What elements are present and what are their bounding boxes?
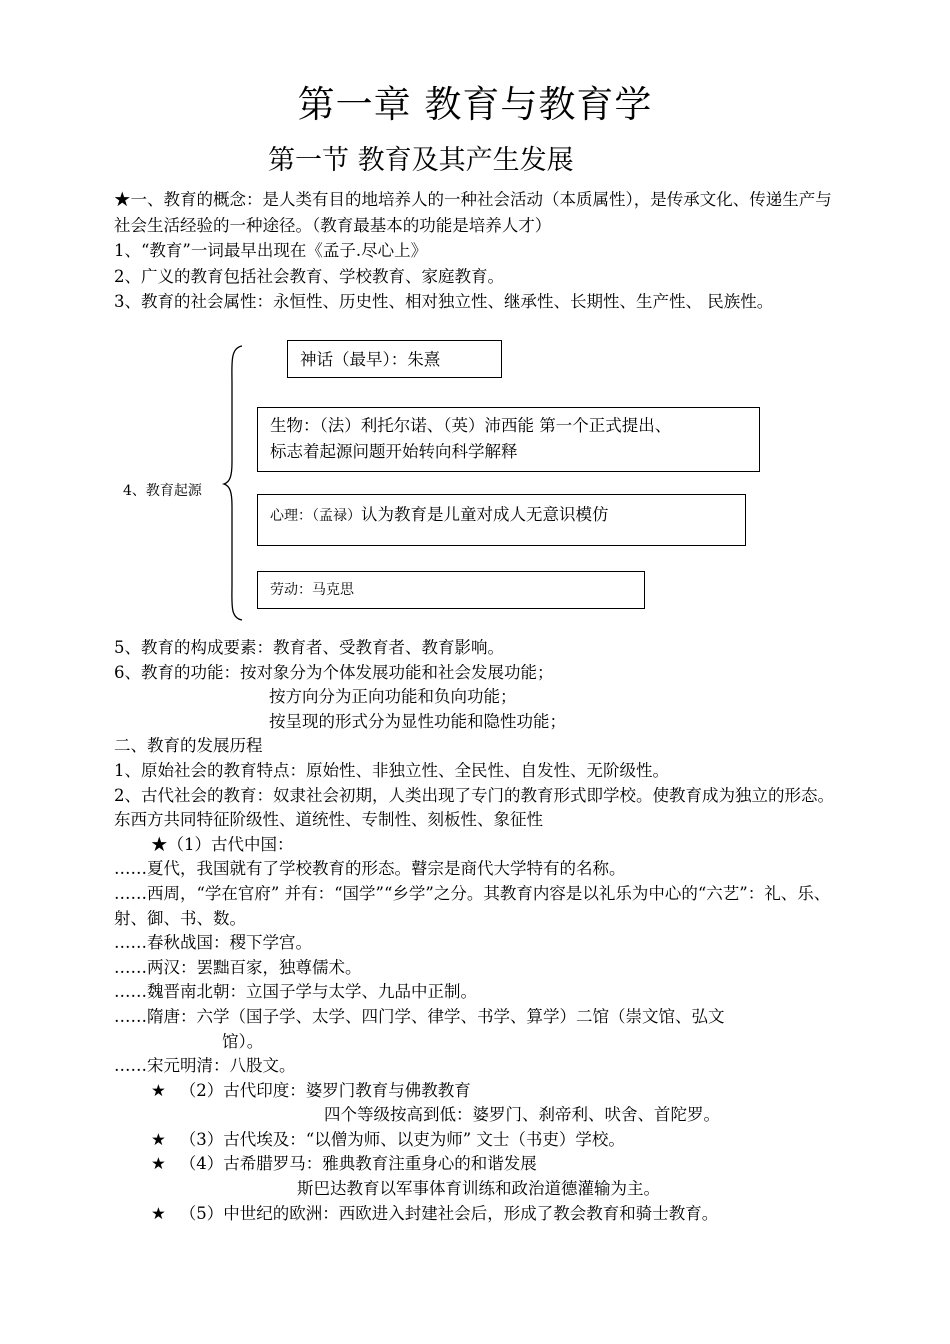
section-2-heading: 二、教育的发展历程 bbox=[114, 736, 263, 756]
origin-box-labor bbox=[257, 571, 645, 609]
china-chunqiu: ……春秋战国：稷下学宫。 bbox=[114, 933, 312, 953]
ancient-education: 2、古代社会的教育：奴隶社会初期，人类出现了专门的教育形式即学校。使教育成为独立的形态。东西方共同特征阶级性、道统性、专制性、刻板性、象征性 bbox=[114, 785, 834, 830]
origin-label: 4、教育起源 bbox=[123, 483, 202, 499]
item-6-direction: 按方向分为正向功能和负向功能； bbox=[269, 687, 517, 707]
item-3: 3、教育的社会属性：永恒性、历史性、相对独立性、继承性、长期性、生产性、 民族性。 bbox=[114, 292, 774, 312]
origin-box-biology bbox=[257, 407, 760, 472]
egypt-text: （3）古代埃及：“以僧为师、以吏为师” 文士（书吏）学校。 bbox=[179, 1129, 625, 1149]
star-icon: ★ bbox=[151, 1203, 166, 1223]
star-icon: ★ bbox=[151, 1080, 166, 1100]
origin-box-psychology-text bbox=[270, 501, 733, 525]
origin-box-biology-line2: 标志着起源问题开始转向科学解释 bbox=[270, 442, 518, 461]
china-suitang-cont: 馆）。 bbox=[222, 1031, 264, 1051]
item-2: 2、广义的教育包括社会教育、学校教育、家庭教育。 bbox=[114, 266, 504, 286]
india-line bbox=[114, 1079, 844, 1104]
ancient-china-heading: ★（1）古代中国： bbox=[151, 834, 294, 854]
intro-section bbox=[114, 187, 834, 315]
star-icon: ★ bbox=[151, 1154, 166, 1174]
item-1: 1、“教育”一词最早出现在《孟子.尽心上》 bbox=[114, 241, 428, 261]
china-weijin: ……魏晋南北朝：立国子学与太学、九品中正制。 bbox=[114, 982, 477, 1002]
origin-box-psychology-body: 认为教育是儿童对成人无意识模仿 bbox=[361, 505, 609, 524]
europe-text: （5）中世纪的欧洲：西欧进入封建社会后，形成了教会教育和骑士教育。 bbox=[179, 1203, 719, 1223]
item-5: 5、教育的构成要素：教育者、受教育者、教育影响。 bbox=[114, 638, 504, 657]
item-6-form: 按呈现的形式分为显性功能和隐性功能； bbox=[269, 711, 566, 731]
origin-box-biology-line1: 生物：（法）利托尔诺、（英）沛西能 第一个正式提出、 bbox=[270, 416, 672, 435]
china-han: ……两汉：罢黜百家，独尊儒术。 bbox=[114, 957, 362, 977]
origin-box-myth bbox=[287, 340, 502, 378]
origin-box-labor-text: 劳动：马克思 bbox=[270, 582, 354, 598]
china-zhou: ……西周，“学在官府” 并有：“国学”“乡学”之分。其教育内容是以礼乐为中心的“六艺”：礼、乐、射、御、书、数。 bbox=[114, 883, 831, 928]
star-icon: ★ bbox=[151, 1129, 166, 1149]
india-castes: 四个等级按高到低：婆罗门、刹帝利、吠舍、首陀罗。 bbox=[324, 1105, 720, 1125]
china-suitang: ……隋唐：六学（国子学、太学、四门学、律学、书学、算学）二馆（崇文馆、弘文 bbox=[114, 1006, 725, 1026]
greece-text: （4）古希腊罗马：雅典教育注重身心的和谐发展 bbox=[179, 1154, 537, 1174]
origin-box-psychology-prefix: 心理：（孟禄） bbox=[270, 508, 361, 524]
section-title: 第一节 教育及其产生发展 bbox=[268, 145, 574, 176]
primitive-education: 1、原始社会的教育特点：原始性、非独立性、全民性、自发性、无阶级性。 bbox=[114, 760, 669, 780]
sparta-line: 斯巴达教育以军事体育训练和政治道德灌输为主。 bbox=[297, 1179, 660, 1199]
origin-box-psychology bbox=[257, 494, 746, 546]
china-xia: ……夏代，我国就有了学校教育的形态。瞽宗是商代大学特有的名称。 bbox=[114, 859, 626, 879]
origin-box-myth-text: 神话（最早）：朱熹 bbox=[300, 350, 441, 369]
history-section bbox=[114, 636, 844, 1226]
item-6: 6、教育的功能：按对象分为个体发展功能和社会发展功能； bbox=[114, 662, 554, 682]
india-text: （2）古代印度：婆罗门教育与佛教教育 bbox=[179, 1080, 471, 1100]
brace-icon bbox=[222, 344, 246, 622]
egypt-line bbox=[114, 1128, 844, 1153]
concept-paragraph: ★一、教育的概念：是人类有目的地培养人的一种社会活动（本质属性），是传承文化、传递生产与社会生活经验的一种途径。（教育最基本的功能是培养人才） bbox=[114, 190, 832, 235]
europe-line bbox=[114, 1202, 844, 1227]
china-songyuan: ……宋元明清：八股文。 bbox=[114, 1056, 296, 1076]
greece-line bbox=[114, 1152, 844, 1177]
chapter-title: 第一章 教育与教育学 bbox=[297, 83, 653, 126]
